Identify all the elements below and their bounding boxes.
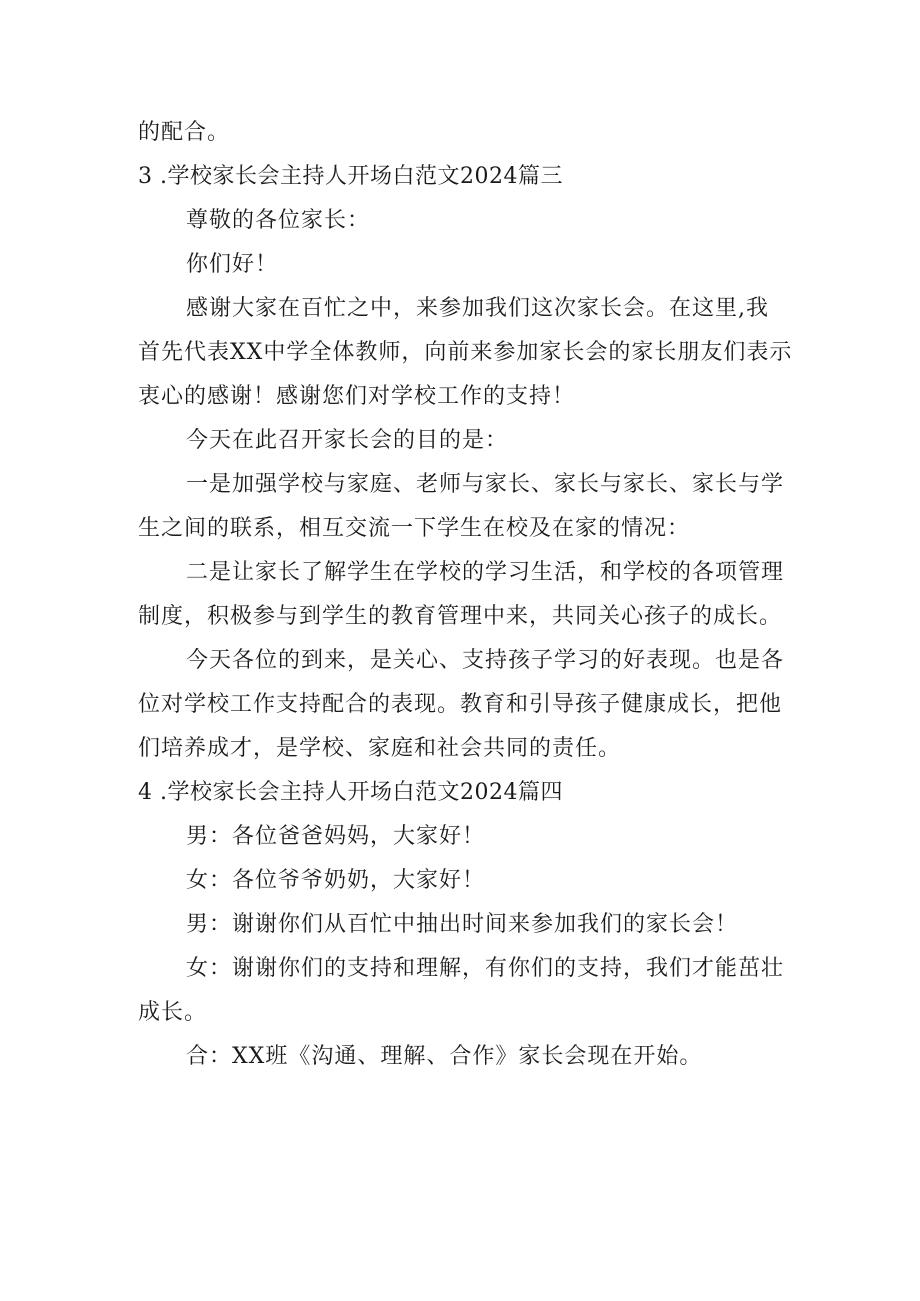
text-line: 感谢大家在百忙之中，来参加我们这次家长会。在这里,我: [186, 296, 769, 321]
text-line: 尊敬的各位家长：: [186, 208, 371, 233]
text-line: 成长。: [138, 1000, 208, 1025]
section-heading: 3 .学校家长会主持人开场白范文2024篇三: [138, 164, 563, 189]
text-line: 一是加强学校与家庭、老师与家长、家长与家长、家长与学: [186, 472, 785, 497]
text-line: 男：谢谢你们从百忙中抽出时间来参加我们的家长会！: [186, 912, 739, 937]
text-line: 今天各位的到来，是关心、支持孩子学习的好表现。也是各: [186, 648, 785, 673]
text-line: 的配合。: [138, 120, 231, 145]
text-line: 女：谢谢你们的支持和理解，有你们的支持，我们才能茁壮: [186, 956, 785, 981]
section-heading: 4 .学校家长会主持人开场白范文2024篇四: [138, 780, 563, 805]
text-line: 今天在此召开家长会的目的是：: [186, 428, 509, 453]
text-line: 男：各位爸爸妈妈，大家好！: [186, 824, 486, 849]
text-line: 首先代表XX中学全体教师，向前来参加家长会的家长朋友们表示: [138, 340, 793, 365]
text-line: 位对学校工作支持配合的表现。教育和引导孩子健康成长，把他: [138, 692, 783, 717]
text-line: 二是让家长了解学生在学校的学习生活，和学校的各项管理: [186, 560, 785, 585]
text-line: 制度，积极参与到学生的教育管理中来，共同关心孩子的成长。: [138, 604, 783, 629]
text-line: 女：各位爷爷奶奶，大家好！: [186, 868, 486, 893]
text-line: 们培养成才，是学校、家庭和社会共同的责任。: [138, 736, 622, 761]
text-column: [138, 113, 793, 1081]
text-line: 衷心的感谢！感谢您们对学校工作的支持！: [138, 384, 576, 409]
text-line: 你们好！: [186, 252, 279, 277]
text-line: 合：XX班《沟通、理解、合作》家长会现在开始。: [186, 1044, 703, 1069]
text-line: 生之间的联系，相互交流一下学生在校及在家的情况：: [138, 516, 691, 541]
